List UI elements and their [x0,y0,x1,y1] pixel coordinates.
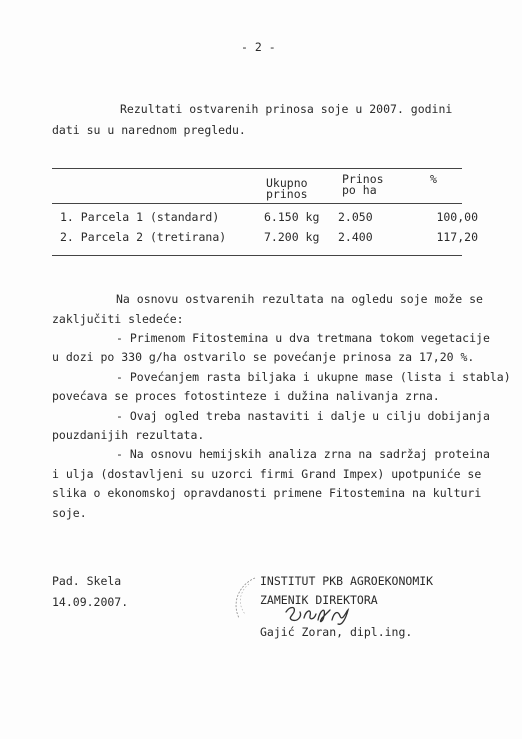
intro-line-1: Rezultati ostvarenih prinosa soje u 2007. godini [120,102,453,116]
conclusion-line: - Ovaj ogled treba nastaviti i dalje u cilju dobijanja [116,409,490,423]
table-header-rule [52,203,462,204]
conclusion-line: soje. [52,506,87,520]
conclusion-line: slika o ekonomskoj opravdanosti primene Fitostemina na kulturi [52,486,482,500]
table-row-1-label: 1. Parcela 1 (standard) [60,210,220,224]
date: 14.09.2007. [52,595,129,609]
conclusion-line: u dozi po 330 g/ha ostvarilo se povećanje prinosa za 17,20 %. [52,350,475,364]
table-row-2-label: 2. Parcela 2 (tretirana) [60,230,227,244]
table-top-rule [52,168,462,169]
place: Pad. Skela [52,574,122,588]
director-title: ZAMENIK DIREKTORA [260,593,378,607]
conclusion-line: povećava se proces fotostinteze i dužina nalivanja zrna. [52,389,440,403]
conclusion-line: Na osnovu ostvarenih rezultata na ogledu soje može se [116,292,483,306]
conclusion-line: - Na osnovu hemijskih analiza zrna na sadržaj proteina [116,447,490,461]
conclusion-line: pouzdanijih rezultata. [52,428,205,442]
header-prinos-2: Prinos [342,172,384,186]
table-row-1-percent: 100,00 [436,210,478,224]
institution: INSTITUT PKB AGROEKONOMIK [260,574,434,588]
page-number: - 2 - [241,40,276,54]
header-po-ha: po ha [342,183,377,197]
conclusion-line: - Povećanjem rasta biljaka i ukupne mase (lista i stabla) [116,370,511,384]
intro-line-2: dati su u narednom pregledu. [52,123,246,137]
table-row-2-per-ha: 2.400 [338,230,373,244]
header-prinos: prinos [266,187,308,201]
conclusion-line: zaključiti sledeće: [52,312,184,326]
conclusion-line: - Primenom Fitostemina u dva tretmana tokom vegetacije [116,331,490,345]
table-row-2-total: 7.200 kg [264,230,320,244]
table-row-2-percent: 117,20 [436,230,478,244]
signatory-name: Gajić Zoran, dipl.ing. [260,625,413,639]
header-percent: % [430,172,437,186]
header-ukupno: Ukupno [266,176,308,190]
table-bottom-rule [52,255,462,256]
conclusion-line: i ulja (dostavljeni su uzorci firmi Grand Impex) upotpuniće se [52,467,482,481]
table-row-1-total: 6.150 kg [264,210,320,224]
table-row-1-per-ha: 2.050 [338,210,373,224]
